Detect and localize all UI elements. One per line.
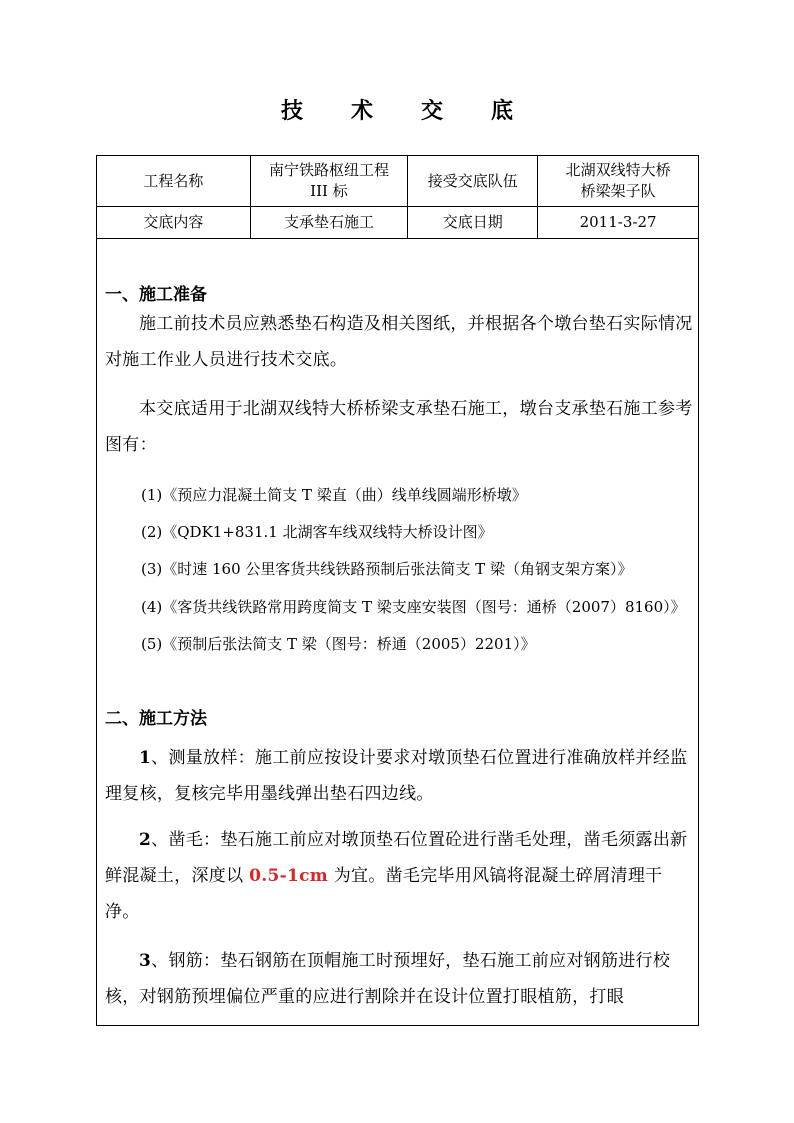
method-item-rebar bbox=[105, 943, 693, 1015]
title-char: 术 bbox=[350, 98, 373, 124]
item-text: 、凿毛：垫石施工前应对墩顶垫石位置砼进行凿毛处理，凿毛须露出新鲜混凝土，深度以 bbox=[105, 830, 688, 886]
title-char: 底 bbox=[491, 98, 514, 124]
header-table bbox=[96, 155, 699, 239]
item-number: 1 bbox=[139, 748, 152, 768]
document-title bbox=[0, 94, 794, 125]
document-body bbox=[96, 238, 699, 1026]
content-value: 支承垫石施工 bbox=[250, 207, 408, 239]
reference-item: (1)《预应力混凝土简支 T 梁直（曲）线单线圆端形桥墩》 bbox=[141, 486, 527, 504]
item-text: 、钢筋：垫石钢筋在顶帽施工时预埋好，垫石施工前应对钢筋进行校核，对钢筋预埋偏位严重的应进行割除并在设计位置打眼植筋，打眼 bbox=[105, 951, 671, 1007]
depth-highlight: 0.5-1cm bbox=[249, 866, 329, 886]
title-char: 技 bbox=[280, 98, 303, 124]
method-item-survey bbox=[105, 740, 693, 812]
reference-item: (2)《QDK1+831.1 北湖客车线双线特大桥设计图》 bbox=[141, 523, 493, 541]
project-name-value bbox=[250, 156, 408, 207]
reference-item: (4)《客货共线铁路常用跨度简支 T 梁支座安装图（图号：通桥（2007）8160）》 bbox=[141, 598, 686, 616]
item-number: 3 bbox=[139, 951, 152, 971]
content-label: 交底内容 bbox=[97, 207, 251, 239]
reference-item: (3)《时速 160 公里客货共线铁路预制后张法简支 T 梁（角钢支架方案）》 bbox=[141, 560, 633, 578]
receiving-team-value bbox=[538, 156, 699, 207]
project-name-line2: III 标 bbox=[310, 182, 348, 200]
item-text: 为宜。凿毛完毕用风镐将混凝土碎屑清理干净。 bbox=[105, 866, 663, 922]
receiving-team-line2: 桥梁架子队 bbox=[580, 182, 656, 200]
section-heading-method: 二、施工方法 bbox=[105, 709, 207, 729]
paragraph: 施工前技术员应熟悉垫石构造及相关图纸，并根据各个墩台垫石实际情况对施工作业人员进行技术交底。 bbox=[105, 314, 693, 370]
paragraph: 本交底适用于北湖双线特大桥桥梁支承垫石施工，墩台支承垫石施工参考图有： bbox=[105, 399, 693, 455]
receiving-team-label: 接受交底队伍 bbox=[408, 156, 538, 207]
reference-item: (5)《预制后张法简支 T 梁（图号：桥通（2005）2201）》 bbox=[141, 635, 536, 653]
item-number: 2 bbox=[139, 830, 152, 850]
method-item-chiseling bbox=[105, 822, 693, 930]
receiving-team-line1: 北湖双线特大桥 bbox=[565, 161, 671, 179]
project-name-label: 工程名称 bbox=[97, 156, 251, 207]
item-text: 、测量放样：施工前应按设计要求对墩顶垫石位置进行准确放样并经监理复核，复核完毕用墨线弹出垫石四边线。 bbox=[105, 748, 688, 804]
project-name-line1: 南宁铁路枢纽工程 bbox=[268, 161, 389, 179]
section-heading-preparation: 一、施工准备 bbox=[105, 285, 207, 305]
title-char: 交 bbox=[421, 98, 444, 124]
date-label: 交底日期 bbox=[408, 207, 538, 239]
date-value: 2011-3-27 bbox=[538, 207, 699, 239]
